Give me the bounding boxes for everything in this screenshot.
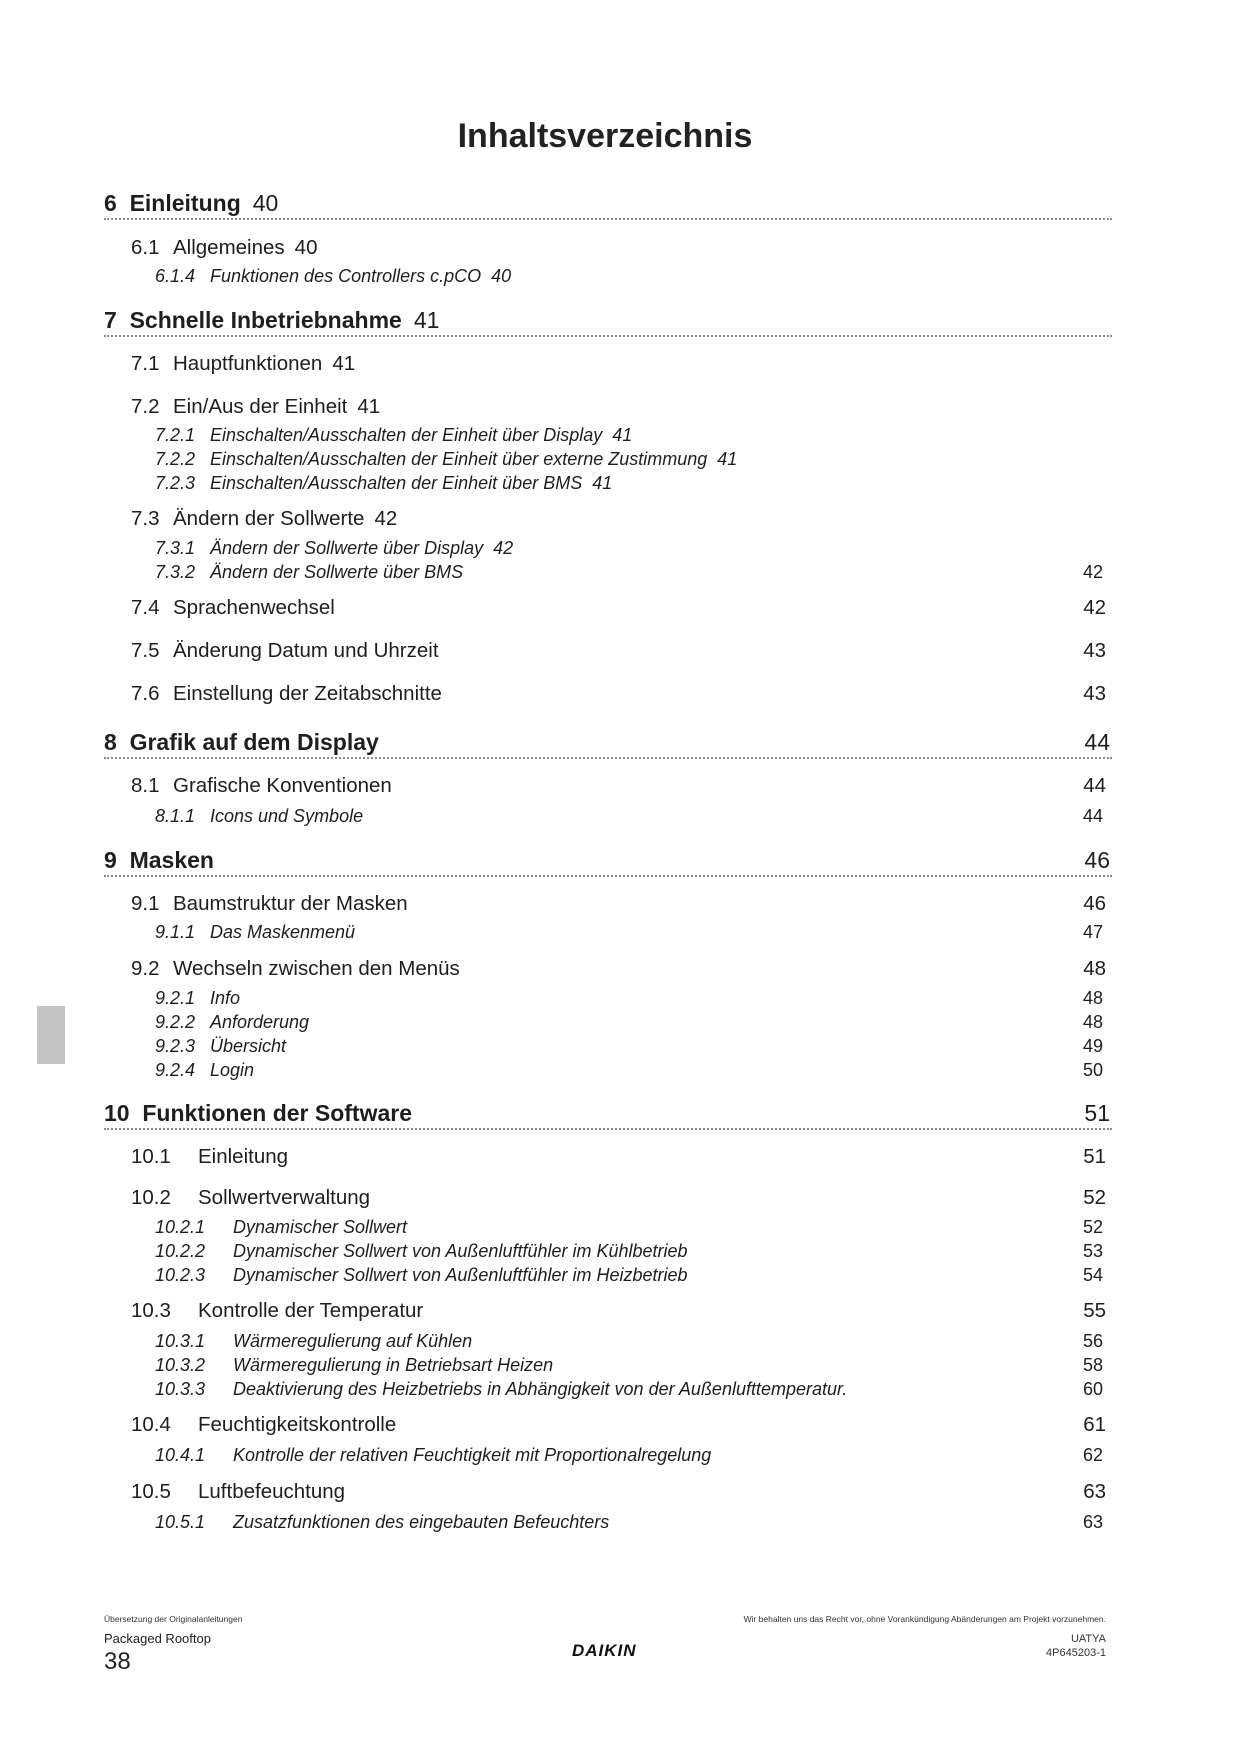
toc-page: 62 (1082, 1445, 1103, 1465)
dotted-leader (104, 218, 1112, 220)
toc-subentry[interactable] (155, 562, 1103, 583)
toc-page: 41 (357, 395, 381, 418)
toc-title: Ändern der Sollwerte über BMS (210, 562, 464, 582)
toc-number: 9.2.4 (155, 1060, 196, 1080)
toc-subentry[interactable] (155, 1331, 1103, 1352)
toc-subentry[interactable] (155, 266, 1103, 287)
toc-title: Feuchtigkeitskontrolle (198, 1413, 397, 1436)
toc-title: Kontrolle der Temperatur (198, 1299, 424, 1322)
toc-title: Einleitung (198, 1145, 289, 1168)
toc-subentry[interactable] (155, 473, 1103, 494)
toc-subentry[interactable] (155, 1445, 1103, 1466)
toc-page: 44 (1084, 729, 1110, 755)
toc-title: Sprachenwechsel (173, 596, 335, 619)
toc-title: Das Maskenmenü (210, 922, 356, 942)
toc-number: 10.3.1 (155, 1331, 206, 1351)
toc-page: 53 (1082, 1241, 1103, 1261)
toc-title: Allgemeines (173, 236, 285, 259)
toc-page: 41 (612, 425, 633, 445)
toc-page: 42 (1082, 562, 1103, 582)
toc-page: 40 (294, 236, 318, 259)
toc-title: Deaktivierung des Heizbetriebs in Abhängigkeit von der Außenlufttemperatur. (233, 1379, 848, 1399)
toc-title: Kontrolle der relativen Feuchtigkeit mit Proportionalregelung (233, 1445, 712, 1465)
toc-subentry[interactable] (155, 922, 1103, 943)
toc-title: Schnelle Inbetriebnahme (129, 307, 402, 333)
toc-entry[interactable] (131, 1145, 1106, 1169)
toc-entry[interactable] (131, 892, 1106, 916)
toc-number: 7.2.1 (155, 425, 196, 445)
toc-number: 8.1 (131, 774, 160, 797)
toc-page: 42 (1083, 596, 1106, 619)
toc-title: Ändern der Sollwerte (173, 507, 365, 530)
toc-number: 7.3.1 (155, 538, 196, 558)
daikin-logo: DAIKIN (572, 1641, 637, 1660)
toc-title: Übersicht (210, 1036, 287, 1056)
toc-entry[interactable] (131, 774, 1106, 798)
toc-title: Login (210, 1060, 255, 1080)
toc-number: 10.3.2 (155, 1355, 206, 1375)
toc-title: Wärmeregulierung in Betriebsart Heizen (233, 1355, 554, 1375)
toc-number: 10.1 (131, 1145, 171, 1168)
toc-title: Anforderung (210, 1012, 310, 1032)
toc-page: 48 (1082, 988, 1103, 1008)
toc-page: 42 (493, 538, 514, 558)
toc-page: 43 (1083, 682, 1106, 705)
toc-number: 6.1.4 (155, 266, 196, 286)
toc-subentry[interactable] (155, 1512, 1103, 1533)
toc-number: 10.3 (131, 1299, 171, 1322)
toc-subentry[interactable] (155, 1036, 1103, 1057)
toc-title: Einschalten/Ausschalten der Einheit über externe Zustimmung (210, 449, 708, 469)
toc-page: 52 (1083, 1186, 1106, 1209)
toc-page: 48 (1082, 1012, 1103, 1032)
toc-title: Sollwertverwaltung (198, 1186, 371, 1209)
toc-subentry[interactable] (155, 1217, 1103, 1238)
toc-number: 7.2 (131, 395, 160, 418)
toc-subentry[interactable] (155, 1012, 1103, 1033)
toc-page: 44 (1082, 806, 1103, 826)
product-name: Packaged Rooftop (104, 1631, 211, 1646)
toc-number: 7.3 (131, 507, 160, 530)
toc-page: 42 (374, 507, 398, 530)
toc-number: 8.1.1 (155, 806, 196, 826)
dotted-leader (104, 757, 1112, 759)
toc-entry[interactable] (131, 352, 1106, 376)
toc-page: 40 (491, 266, 512, 286)
toc-entry[interactable] (131, 395, 1106, 419)
toc-page: 44 (1083, 774, 1106, 797)
toc-entry[interactable] (131, 639, 1106, 663)
dotted-leader (104, 335, 1112, 337)
toc-page: 55 (1083, 1299, 1106, 1322)
toc-title: Luftbefeuchtung (198, 1480, 346, 1503)
toc-number: 7.1 (131, 352, 160, 375)
toc-title: Einschalten/Ausschalten der Einheit über BMS (210, 473, 583, 493)
toc-chapter-6[interactable] (104, 190, 1110, 217)
rights-note: Wir behalten uns das Recht vor, ohne Vorankündigung Abänderungen am Projekt vorzunehmen. (743, 1614, 1106, 1624)
toc-number: 9.2.2 (155, 1012, 196, 1032)
toc-entry[interactable] (131, 1413, 1106, 1437)
dotted-leader (104, 875, 1112, 877)
toc-title: Grafische Konventionen (173, 774, 392, 797)
toc-number: 10.2.3 (155, 1265, 206, 1285)
model-code: UATYA (1070, 1633, 1106, 1645)
toc-number: 9.2 (131, 957, 160, 980)
toc-page: 63 (1082, 1512, 1103, 1532)
toc-entry[interactable] (131, 1299, 1106, 1323)
toc-page: 41 (332, 352, 356, 375)
toc-number: 10 (104, 1100, 130, 1126)
toc-number: 10.4 (131, 1413, 171, 1436)
toc-number: 9.1.1 (155, 922, 196, 942)
toc-number: 10.2.2 (155, 1241, 206, 1261)
toc-page: 40 (252, 190, 279, 216)
toc-number: 7.2.3 (155, 473, 196, 493)
toc-title: Dynamischer Sollwert von Außenluftfühler im Heizbetrieb (233, 1265, 688, 1285)
toc-title: Dynamischer Sollwert von Außenluftfühler im Kühlbetrieb (233, 1241, 688, 1261)
toc-title: Info (210, 988, 241, 1008)
toc-page: 46 (1083, 892, 1106, 915)
toc-subentry[interactable] (155, 1379, 1103, 1400)
toc-number: 10.4.1 (155, 1445, 206, 1465)
toc-number: 9 (104, 847, 117, 873)
toc-title: Icons und Symbole (210, 806, 364, 826)
toc-page: 50 (1082, 1060, 1103, 1080)
toc-chapter-8[interactable] (104, 729, 1110, 756)
toc-title: Einleitung (129, 190, 241, 216)
toc-entry[interactable] (131, 1186, 1106, 1210)
toc-title: Funktionen des Controllers c.pCO (210, 266, 482, 286)
toc-chapter-7[interactable] (104, 307, 1110, 334)
toc-entry[interactable] (131, 596, 1106, 620)
toc-title: Dynamischer Sollwert (233, 1217, 408, 1237)
toc-subentry[interactable] (155, 449, 1103, 470)
toc-title: Grafik auf dem Display (129, 729, 379, 755)
toc-page: 47 (1082, 922, 1103, 942)
toc-title: Baumstruktur der Masken (173, 892, 408, 915)
toc-page: 43 (1083, 639, 1106, 662)
toc-number: 9.2.1 (155, 988, 196, 1008)
toc-number: 7.3.2 (155, 562, 196, 582)
toc-chapter-9[interactable] (104, 847, 1110, 874)
toc-page: 60 (1082, 1379, 1103, 1399)
toc-subentry[interactable] (155, 538, 1103, 559)
toc-number: 7.2.2 (155, 449, 196, 469)
toc-number: 10.2 (131, 1186, 171, 1209)
toc-title: Wärmeregulierung auf Kühlen (233, 1331, 473, 1351)
toc-title: Ein/Aus der Einheit (173, 395, 348, 418)
toc-page: 41 (592, 473, 613, 493)
chapter-tab-marker (37, 1006, 65, 1064)
toc-subentry[interactable] (155, 1060, 1103, 1081)
toc-page: 41 (717, 449, 738, 469)
toc-subentry[interactable] (155, 425, 1103, 446)
toc-number: 7.5 (131, 639, 160, 662)
toc-page: 54 (1082, 1265, 1103, 1285)
toc-number: 7.6 (131, 682, 160, 705)
toc-page: 63 (1083, 1480, 1106, 1503)
toc-title: Zusatzfunktionen des eingebauten Befeuchters (233, 1512, 610, 1532)
toc-title: Masken (129, 847, 214, 873)
toc-title: Einstellung der Zeitabschnitte (173, 682, 442, 705)
toc-title: Funktionen der Software (142, 1100, 413, 1126)
toc-subentry[interactable] (155, 806, 1103, 827)
translation-note: Übersetzung der Originalanleitungen (104, 1614, 243, 1624)
toc-number: 7.4 (131, 596, 160, 619)
toc-number: 10.5.1 (155, 1512, 206, 1532)
toc-number: 6 (104, 190, 117, 216)
toc-subentry[interactable] (155, 1265, 1103, 1286)
toc-entry[interactable] (131, 957, 1106, 981)
toc-subentry[interactable] (155, 1355, 1103, 1376)
toc-page: 46 (1084, 847, 1110, 873)
toc-number: 10.5 (131, 1480, 171, 1503)
toc-entry[interactable] (131, 1480, 1106, 1504)
toc-title: Wechseln zwischen den Menüs (173, 957, 460, 980)
toc-entry[interactable] (131, 507, 1106, 531)
toc-number: 10.2.1 (155, 1217, 206, 1237)
toc-title: Einschalten/Ausschalten der Einheit über Display (210, 425, 603, 445)
toc-page: 41 (413, 307, 440, 333)
toc-page: 58 (1082, 1355, 1103, 1375)
toc-entry[interactable] (131, 682, 1106, 706)
toc-number: 10.3.3 (155, 1379, 206, 1399)
toc-number: 9.2.3 (155, 1036, 196, 1056)
toc-title: Änderung Datum und Uhrzeit (173, 639, 439, 662)
toc-page: 51 (1083, 1145, 1106, 1168)
toc-page: 49 (1082, 1036, 1103, 1056)
toc-number: 8 (104, 729, 117, 755)
toc-page: 56 (1082, 1331, 1103, 1351)
toc-subentry[interactable] (155, 1241, 1103, 1262)
toc-number: 7 (104, 307, 117, 333)
toc-subentry[interactable] (155, 988, 1103, 1009)
toc-number: 9.1 (131, 892, 160, 915)
toc-number: 6.1 (131, 236, 160, 259)
toc-page: 48 (1083, 957, 1106, 980)
toc-page: 51 (1084, 1100, 1110, 1126)
toc-entry[interactable] (131, 236, 1106, 260)
toc-chapter-10[interactable] (104, 1100, 1110, 1127)
page-title: Inhaltsverzeichnis (457, 117, 753, 155)
toc-title: Ändern der Sollwerte über Display (210, 538, 484, 558)
toc-title: Hauptfunktionen (173, 352, 323, 375)
toc-page: 61 (1083, 1413, 1106, 1436)
page-number: 38 (104, 1648, 131, 1675)
dotted-leader (104, 1128, 1112, 1130)
toc-page: 52 (1082, 1217, 1103, 1237)
document-code: 4P645203-1 (1046, 1647, 1106, 1659)
